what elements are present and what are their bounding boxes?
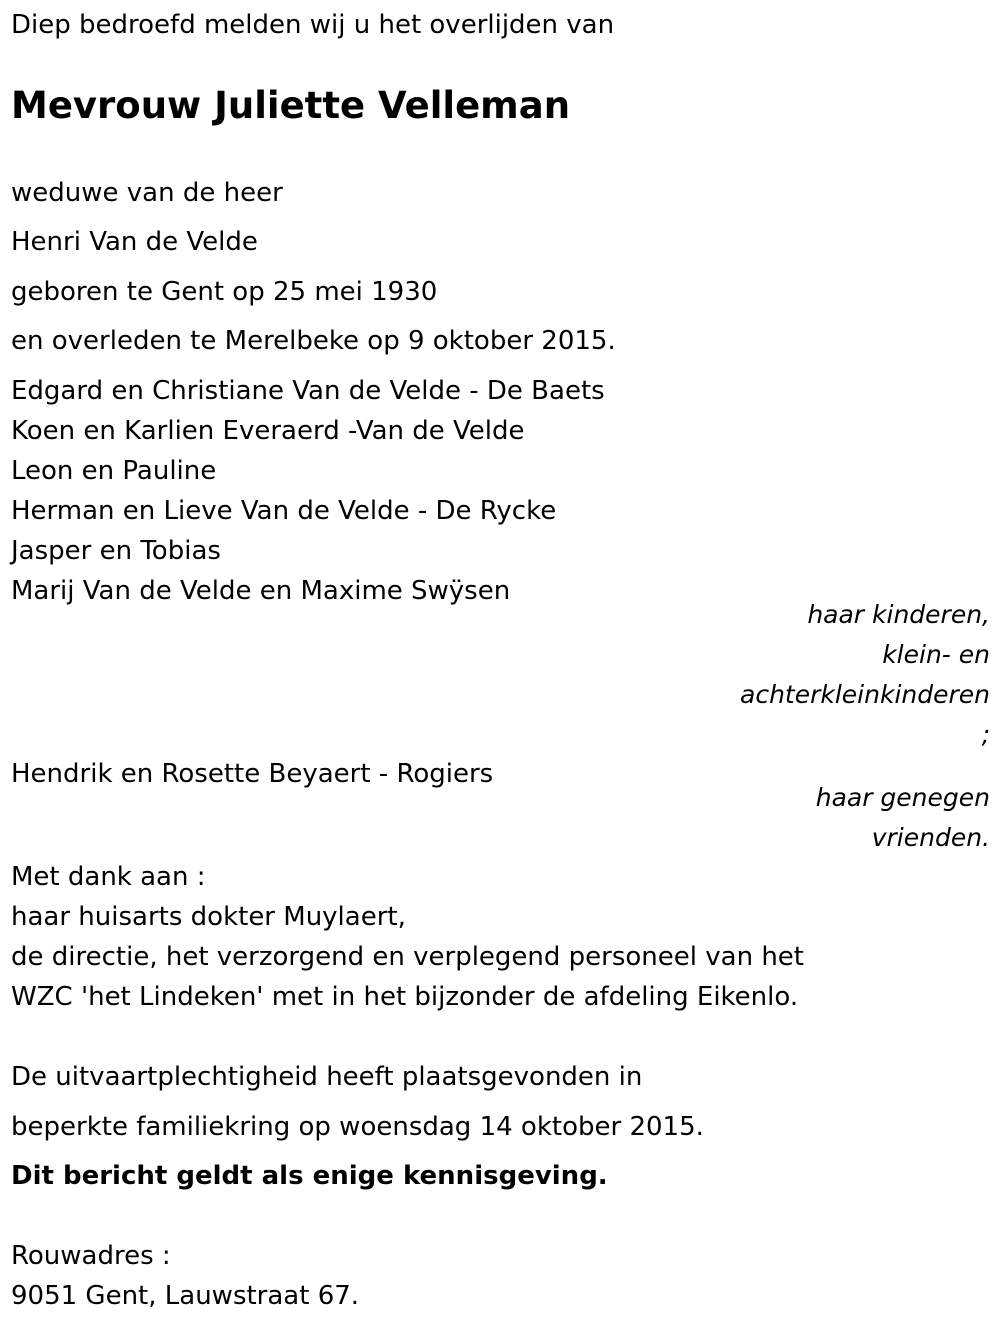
friends-caption-line: haar genegen <box>815 783 990 812</box>
family-line: Marij Van de Velde en Maxime Swÿsen <box>11 576 511 606</box>
deceased-name: Mevrouw Juliette Velleman <box>11 84 571 127</box>
family-line: Jasper en Tobias <box>11 536 221 566</box>
family-line: Herman en Lieve Van de Velde - De Rycke <box>11 496 557 526</box>
thanks-line: haar huisarts dokter Muylaert, <box>11 902 406 932</box>
family-line: Leon en Pauline <box>11 456 217 486</box>
death-info: en overleden te Merelbeke op 9 oktober 2015. <box>11 326 616 356</box>
thanks-line: de directie, het verzorgend en verplegend personeel van het <box>11 942 804 972</box>
friends-line: Hendrik en Rosette Beyaert - Rogiers <box>11 759 494 789</box>
ceremony-line: De uitvaartplechtigheid heeft plaatsgevonden in <box>11 1062 643 1092</box>
widow-of-text: weduwe van de heer <box>11 178 283 208</box>
spouse-name: Henri Van de Velde <box>11 227 258 257</box>
family-caption-line: ; <box>981 720 990 749</box>
notice-text: Dit bericht geldt als enige kennisgeving. <box>11 1161 608 1191</box>
thanks-heading: Met dank aan : <box>11 862 206 892</box>
family-line: Edgard en Christiane Van de Velde - De Baets <box>11 376 605 406</box>
family-caption-line: haar kinderen, <box>807 600 990 629</box>
address-label: Rouwadres : <box>11 1241 171 1271</box>
family-caption-line: achterkleinkinderen <box>740 680 990 709</box>
family-line: Koen en Karlien Everaerd -Van de Velde <box>11 416 525 446</box>
birth-info: geboren te Gent op 25 mei 1930 <box>11 277 438 307</box>
address-text: 9051 Gent, Lauwstraat 67. <box>11 1281 360 1311</box>
family-caption-line: klein- en <box>882 640 990 669</box>
intro-text: Diep bedroefd melden wij u het overlijden van <box>11 10 615 40</box>
friends-caption-line: vrienden. <box>871 823 990 852</box>
ceremony-line: beperkte familiekring op woensdag 14 oktober 2015. <box>11 1112 704 1142</box>
thanks-line: WZC 'het Lindeken' met in het bijzonder de afdeling Eikenlo. <box>11 982 799 1012</box>
